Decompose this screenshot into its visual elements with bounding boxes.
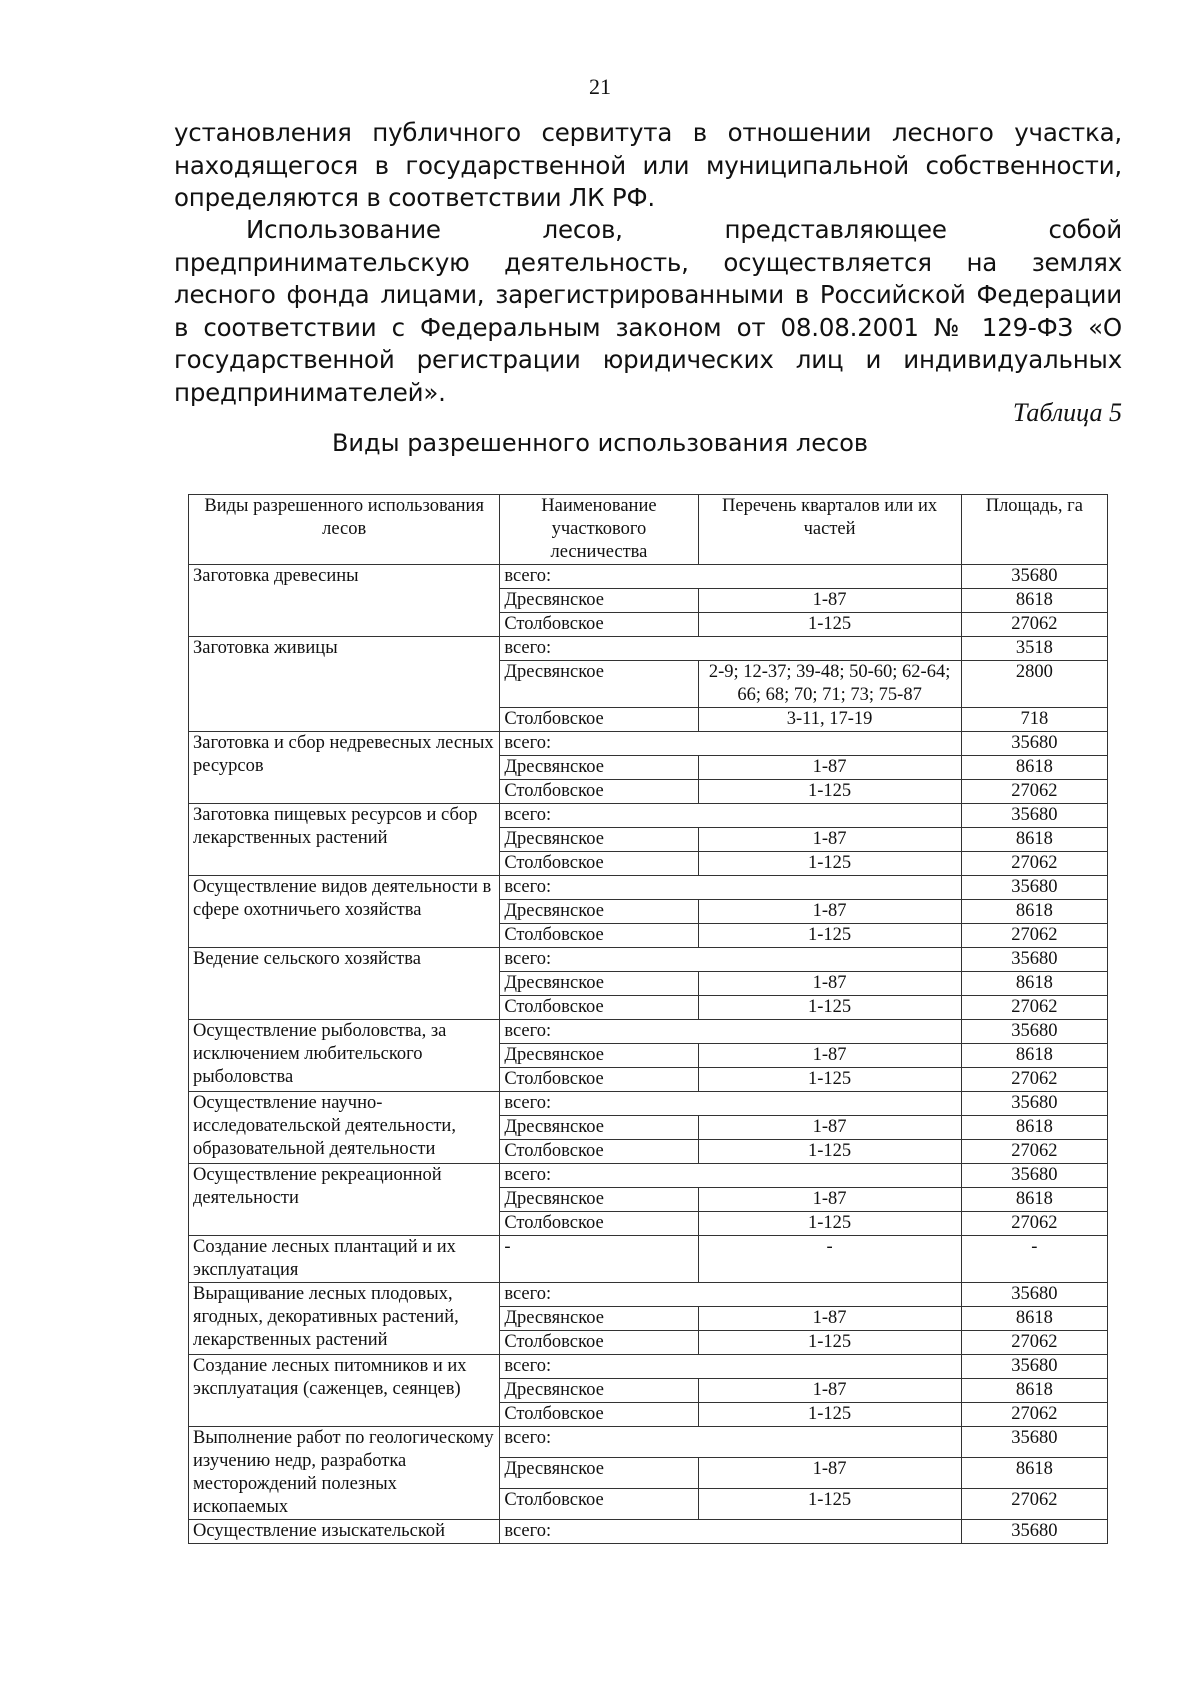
area-cell: - bbox=[961, 1236, 1107, 1283]
use-type-cell: Осуществление видов деятельности в сфере охотничьего хозяйства bbox=[189, 876, 500, 948]
quarters-cell: 3-11, 17-19 bbox=[698, 708, 961, 732]
forestry-cell: Столбовское bbox=[500, 924, 698, 948]
header-forestry: Наименование участкового лесничества bbox=[500, 495, 698, 565]
forestry-cell: Столбовское bbox=[500, 708, 698, 732]
quarters-cell: 1-87 bbox=[698, 756, 961, 780]
area-cell: 8618 bbox=[961, 1379, 1107, 1403]
quarters-cell: 1-87 bbox=[698, 1379, 961, 1403]
area-cell: 27062 bbox=[961, 780, 1107, 804]
area-cell: 8618 bbox=[961, 589, 1107, 613]
use-type-cell: Выращивание лесных плодовых, ягодных, декоративных растений, лекарственных растений bbox=[189, 1283, 500, 1355]
table-row bbox=[189, 1164, 1108, 1188]
use-type-cell: Осуществление рыболовства, за исключением любительского рыболовства bbox=[189, 1020, 500, 1092]
use-type-cell: Создание лесных плантаций и их эксплуатация bbox=[189, 1236, 500, 1283]
use-type-cell: Заготовка древесины bbox=[189, 565, 500, 637]
table-row bbox=[189, 1355, 1108, 1379]
forestry-cell: Дресвянское bbox=[500, 828, 698, 852]
header-use-types: Виды разрешенного использования лесов bbox=[189, 495, 500, 565]
forestry-cell: Столбовское bbox=[500, 996, 698, 1020]
table-label: Таблица 5 bbox=[1012, 398, 1122, 427]
forestry-cell: Дресвянское bbox=[500, 1307, 698, 1331]
use-type-cell: Осуществление научно-исследовательской деятельности, образовательной деятельности bbox=[189, 1092, 500, 1164]
quarters-cell: 1-87 bbox=[698, 1307, 961, 1331]
table-row bbox=[189, 1092, 1108, 1116]
total-area-cell: 35680 bbox=[961, 1355, 1107, 1379]
quarters-cell: 1-87 bbox=[698, 900, 961, 924]
table-row bbox=[189, 804, 1108, 828]
forestry-cell: Дресвянское bbox=[500, 756, 698, 780]
total-label-cell: всего: bbox=[500, 732, 961, 756]
forestry-cell: Дресвянское bbox=[500, 661, 698, 708]
total-label-cell: всего: bbox=[500, 637, 961, 661]
area-cell: 27062 bbox=[961, 996, 1107, 1020]
total-area-cell: 35680 bbox=[961, 876, 1107, 900]
forestry-cell: Столбовское bbox=[500, 1212, 698, 1236]
total-label-cell: всего: bbox=[500, 876, 961, 900]
quarters-cell: 1-87 bbox=[698, 1044, 961, 1068]
forestry-cell: Дресвянское bbox=[500, 1379, 698, 1403]
area-cell: 8618 bbox=[961, 1188, 1107, 1212]
total-label-cell: всего: bbox=[500, 1355, 961, 1379]
area-cell: 8618 bbox=[961, 1116, 1107, 1140]
table-row bbox=[189, 1020, 1108, 1044]
total-area-cell: 35680 bbox=[961, 1092, 1107, 1116]
table-row bbox=[189, 948, 1108, 972]
total-label-cell: всего: bbox=[500, 565, 961, 589]
header-area: Площадь, га bbox=[961, 495, 1107, 565]
forestry-cell: Столбовское bbox=[500, 852, 698, 876]
forestry-cell: - bbox=[500, 1236, 698, 1283]
area-cell: 2800 bbox=[961, 661, 1107, 708]
total-area-cell: 35680 bbox=[961, 1427, 1107, 1458]
forestry-cell: Дресвянское bbox=[500, 1044, 698, 1068]
area-cell: 27062 bbox=[961, 1068, 1107, 1092]
area-cell: 8618 bbox=[961, 900, 1107, 924]
total-area-cell: 35680 bbox=[961, 804, 1107, 828]
total-label-cell: всего: bbox=[500, 1092, 961, 1116]
table-row bbox=[189, 876, 1108, 900]
area-cell: 27062 bbox=[961, 1489, 1107, 1520]
quarters-cell: 1-125 bbox=[698, 852, 961, 876]
forestry-cell: Столбовское bbox=[500, 780, 698, 804]
quarters-cell: 1-125 bbox=[698, 1140, 961, 1164]
quarters-cell: 1-125 bbox=[698, 780, 961, 804]
quarters-cell: 1-125 bbox=[698, 1068, 961, 1092]
quarters-cell: 1-125 bbox=[698, 1212, 961, 1236]
table-row bbox=[189, 637, 1108, 661]
total-label-cell: всего: bbox=[500, 1164, 961, 1188]
forestry-cell: Дресвянское bbox=[500, 1458, 698, 1489]
area-cell: 27062 bbox=[961, 924, 1107, 948]
use-type-cell: Создание лесных питомников и их эксплуатация (саженцев, сеянцев) bbox=[189, 1355, 500, 1427]
total-label-cell: всего: bbox=[500, 1020, 961, 1044]
use-type-cell: Осуществление рекреационной деятельности bbox=[189, 1164, 500, 1236]
total-label-cell: всего: bbox=[500, 1427, 961, 1458]
forestry-cell: Столбовское bbox=[500, 1068, 698, 1092]
area-cell: 8618 bbox=[961, 1458, 1107, 1489]
area-cell: 718 bbox=[961, 708, 1107, 732]
total-area-cell: 35680 bbox=[961, 1283, 1107, 1307]
area-cell: 8618 bbox=[961, 1044, 1107, 1068]
table-row bbox=[189, 1427, 1108, 1458]
quarters-cell: 1-87 bbox=[698, 1116, 961, 1140]
quarters-cell: 1-125 bbox=[698, 1489, 961, 1520]
paragraph-1: установления публичного сервитута в отношении лесного участка, находящегося в государственной или муниципальной собственности, определяются в соответствии ЛК РФ. bbox=[174, 118, 1122, 212]
forestry-cell: Дресвянское bbox=[500, 900, 698, 924]
table-row bbox=[189, 1520, 1108, 1544]
quarters-cell: 1-125 bbox=[698, 613, 961, 637]
quarters-cell: 2-9; 12-37; 39-48; 50-60; 62-64; 66; 68; 70; 71; 73; 75-87 bbox=[698, 661, 961, 708]
forestry-cell: Столбовское bbox=[500, 1140, 698, 1164]
total-area-cell: 35680 bbox=[961, 948, 1107, 972]
paragraph-2: Использование лесов, представляющее собой предпринимательскую деятельность, осуществляется на землях лесного фонда лицами, зарегистрированными в Российской Федерации в соответствии с Федеральным законом от 08.08.2001 № 129-ФЗ «О государственной регистрации юридических лиц и индивидуальных предпринимателей». bbox=[174, 215, 1122, 407]
quarters-cell: 1-125 bbox=[698, 1331, 961, 1355]
use-type-cell: Заготовка пищевых ресурсов и сбор лекарственных растений bbox=[189, 804, 500, 876]
area-cell: 27062 bbox=[961, 1331, 1107, 1355]
area-cell: 27062 bbox=[961, 1403, 1107, 1427]
use-type-cell: Осуществление изыскательской bbox=[189, 1520, 500, 1544]
area-cell: 27062 bbox=[961, 1212, 1107, 1236]
use-type-cell: Заготовка живицы bbox=[189, 637, 500, 732]
total-area-cell: 35680 bbox=[961, 732, 1107, 756]
area-cell: 8618 bbox=[961, 1307, 1107, 1331]
table-row bbox=[189, 565, 1108, 589]
use-type-cell: Ведение сельского хозяйства bbox=[189, 948, 500, 1020]
area-cell: 27062 bbox=[961, 852, 1107, 876]
forestry-cell: Столбовское bbox=[500, 1331, 698, 1355]
quarters-cell: 1-87 bbox=[698, 1458, 961, 1489]
total-label-cell: всего: bbox=[500, 804, 961, 828]
total-area-cell: 35680 bbox=[961, 565, 1107, 589]
quarters-cell: 1-87 bbox=[698, 589, 961, 613]
area-cell: 8618 bbox=[961, 828, 1107, 852]
table-row bbox=[189, 732, 1108, 756]
forestry-cell: Дресвянское bbox=[500, 1116, 698, 1140]
table-body bbox=[189, 565, 1108, 1544]
header-quarters: Перечень кварталов или их частей bbox=[698, 495, 961, 565]
forestry-cell: Столбовское bbox=[500, 1403, 698, 1427]
table-title: Виды разрешенного использования лесов bbox=[331, 429, 869, 457]
forestry-cell: Дресвянское bbox=[500, 972, 698, 996]
total-label-cell: всего: bbox=[500, 1520, 961, 1544]
use-type-cell: Заготовка и сбор недревесных лесных ресурсов bbox=[189, 732, 500, 804]
forestry-cell: Столбовское bbox=[500, 1489, 698, 1520]
total-label-cell: всего: bbox=[500, 1283, 961, 1307]
area-cell: 27062 bbox=[961, 1140, 1107, 1164]
table-row bbox=[189, 1283, 1108, 1307]
quarters-cell: 1-87 bbox=[698, 972, 961, 996]
forestry-cell: Дресвянское bbox=[500, 589, 698, 613]
total-area-cell: 35680 bbox=[961, 1520, 1107, 1544]
total-area-cell: 35680 bbox=[961, 1164, 1107, 1188]
total-area-cell: 35680 bbox=[961, 1020, 1107, 1044]
quarters-cell: 1-87 bbox=[698, 828, 961, 852]
table-row bbox=[189, 1236, 1108, 1283]
area-cell: 27062 bbox=[961, 613, 1107, 637]
quarters-cell: - bbox=[698, 1236, 961, 1283]
quarters-cell: 1-87 bbox=[698, 1188, 961, 1212]
quarters-cell: 1-125 bbox=[698, 1403, 961, 1427]
quarters-cell: 1-125 bbox=[698, 996, 961, 1020]
table-header-row bbox=[189, 495, 1108, 565]
area-cell: 8618 bbox=[961, 972, 1107, 996]
forestry-cell: Столбовское bbox=[500, 613, 698, 637]
page-number: 21 bbox=[589, 74, 611, 99]
area-cell: 8618 bbox=[961, 756, 1107, 780]
forestry-cell: Дресвянское bbox=[500, 1188, 698, 1212]
total-area-cell: 3518 bbox=[961, 637, 1107, 661]
use-type-cell: Выполнение работ по геологическому изучению недр, разработка месторождений полезных ископаемых bbox=[189, 1427, 500, 1520]
total-label-cell: всего: bbox=[500, 948, 961, 972]
quarters-cell: 1-125 bbox=[698, 924, 961, 948]
forest-use-table bbox=[188, 494, 1108, 1544]
